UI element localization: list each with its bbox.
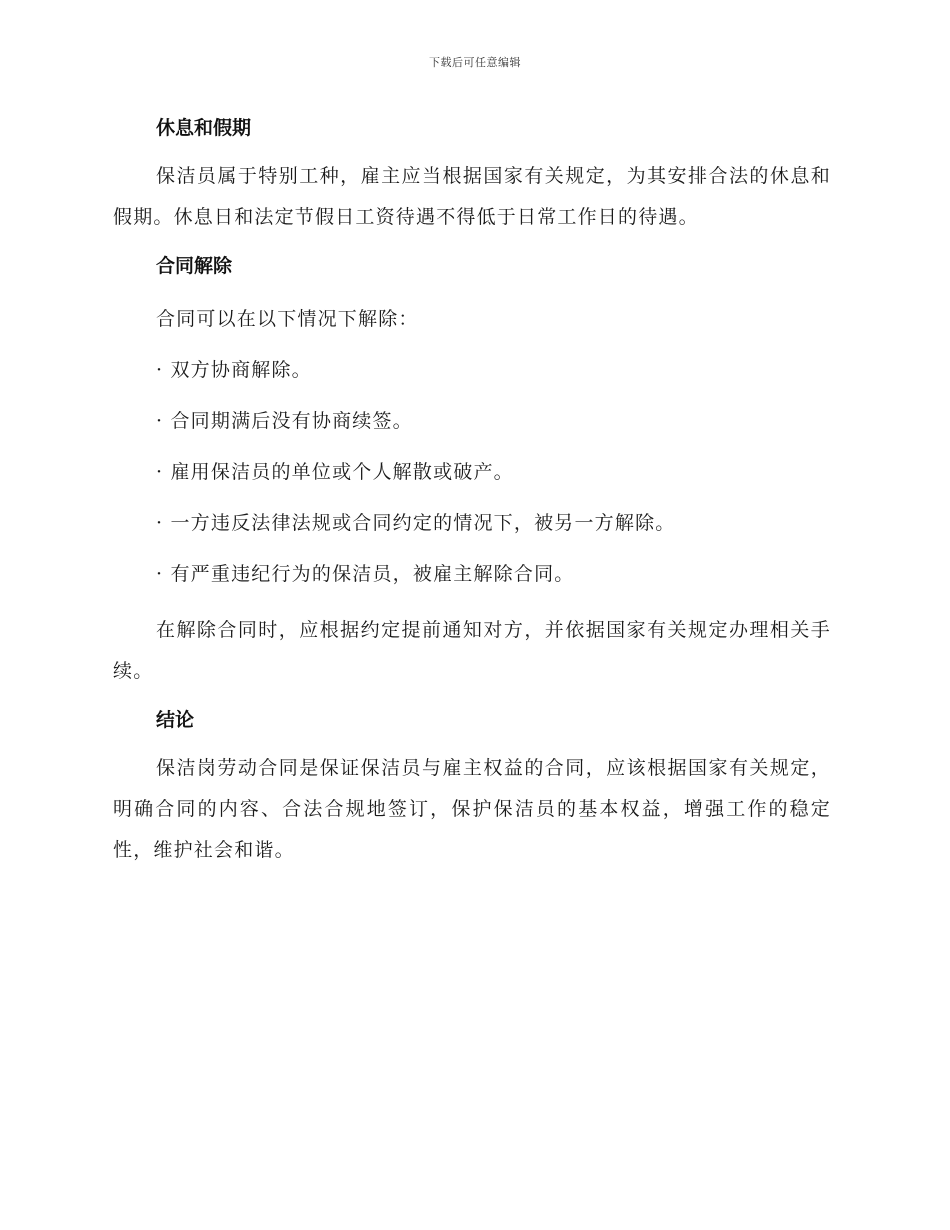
section-heading-termination: 合同解除 — [156, 255, 233, 277]
section-heading-conclusion: 结论 — [156, 709, 195, 731]
termination-intro: 合同可以在以下情况下解除： — [156, 308, 419, 330]
list-item: · 一方违反法律法规或合同约定的情况下，被另一方解除。 — [156, 512, 676, 534]
termination-closing: 在解除合同时，应根据约定提前通知对方，并依据国家有关规定办理相关手续。 — [113, 619, 831, 682]
document-body — [113, 110, 831, 871]
paragraph-conclusion: 保洁岗劳动合同是保证保洁员与雇主权益的合同，应该根据国家有关规定，明确合同的内容、合法合规地签订，保护保洁员的基本权益，增强工作的稳定性，维护社会和谐。 — [113, 757, 831, 861]
list-item: · 合同期满后没有协商续签。 — [156, 410, 413, 432]
paragraph-rest: 保洁员属于特别工种，雇主应当根据国家有关规定，为其安排合法的休息和假期。休息日和法定节假日工资待遇不得低于日常工作日的待遇。 — [113, 165, 831, 228]
list-item: · 有严重违纪行为的保洁员，被雇主解除合同。 — [156, 563, 575, 585]
list-item: · 雇用保洁员的单位或个人解散或破产。 — [156, 461, 514, 483]
list-item: · 双方协商解除。 — [156, 359, 312, 381]
section-heading-rest: 休息和假期 — [156, 117, 252, 139]
page-header: 下载后可任意编辑 — [429, 56, 521, 69]
